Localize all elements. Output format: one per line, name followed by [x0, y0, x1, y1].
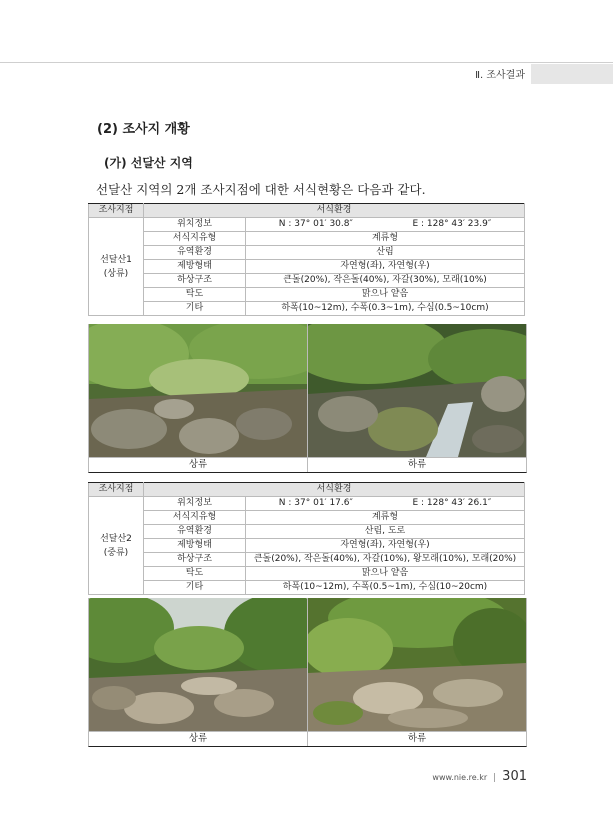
stream-photo-downstream — [307, 324, 526, 457]
stream-photo-downstream — [307, 598, 526, 731]
page-footer — [432, 769, 527, 784]
row-value: 계류형 — [246, 511, 525, 525]
header-rule — [0, 62, 613, 63]
photo-row-1 — [88, 324, 527, 457]
col-header-site: 조사지점 — [89, 204, 144, 218]
caption-row-2 — [88, 731, 527, 747]
site-name: 선달산2 (중류) — [89, 497, 144, 595]
row-label: 유역환경 — [144, 525, 246, 539]
row-value: 하폭(10~12m), 수폭(0.3~1m), 수심(0.5~10cm) — [246, 302, 525, 316]
footer-separator: | — [493, 773, 497, 783]
row-value: 계류형 — [246, 232, 525, 246]
photo-caption: 상류 — [188, 733, 208, 744]
location-value: N : 37° 01′ 17.6″ E : 128° 43′ 26.1″ — [246, 497, 525, 511]
row-value: 맑으나 얕음 — [246, 567, 525, 581]
site-url: www.nie.re.kr — [432, 773, 488, 782]
row-label: 기타 — [144, 302, 246, 316]
row-label: 탁도 — [144, 288, 246, 302]
caption-row-1 — [88, 457, 527, 473]
photo-caption: 하류 — [307, 732, 526, 746]
col-header-env: 서식환경 — [144, 204, 525, 218]
site-name: 선달산1 (상류) — [89, 218, 144, 316]
row-value: 하폭(10~12m), 수폭(0.5~1m), 수심(10~20cm) — [246, 581, 525, 595]
subsection-title: (가) 선달산 지역 — [104, 156, 193, 170]
stream-photo-upstream — [89, 598, 307, 731]
row-value: 자연형(좌), 자연형(우) — [246, 539, 525, 553]
row-value: 산림, 도로 — [246, 525, 525, 539]
page-number: 301 — [502, 769, 527, 784]
row-label: 탁도 — [144, 567, 246, 581]
row-label: 하상구조 — [144, 274, 246, 288]
photo-row-2 — [88, 598, 527, 731]
col-header-site: 조사지점 — [89, 483, 144, 497]
col-header-env: 서식환경 — [144, 483, 525, 497]
photo-caption: 하류 — [307, 458, 526, 472]
row-value: 큰돌(20%), 작은돌(40%), 자갈(30%), 모래(10%) — [246, 274, 525, 288]
row-label: 서식지유형 — [144, 232, 246, 246]
row-value: 맑으나 얕음 — [246, 288, 525, 302]
section-title: (2) 조사지 개황 — [97, 122, 190, 137]
row-label: 위치정보 — [144, 497, 246, 511]
row-label: 제방형태 — [144, 539, 246, 553]
row-value: 큰돌(20%), 작은돌(40%), 자갈(10%), 왕모래(10%), 모래(20%) — [246, 553, 525, 567]
row-label: 서식지유형 — [144, 511, 246, 525]
row-label: 제방형태 — [144, 260, 246, 274]
location-value: N : 37° 01′ 30.8″ E : 128° 43′ 23.9″ — [246, 218, 525, 232]
site-table-2 — [88, 482, 525, 595]
row-label: 기타 — [144, 581, 246, 595]
site-table-1 — [88, 203, 525, 316]
row-label: 하상구조 — [144, 553, 246, 567]
row-value: 산림 — [246, 246, 525, 260]
photo-caption: 상류 — [188, 459, 208, 470]
row-label: 위치정보 — [144, 218, 246, 232]
chapter-label: Ⅱ. 조사결과 — [475, 70, 525, 81]
stream-photo-upstream — [89, 324, 307, 457]
row-value: 자연형(좌), 자연형(우) — [246, 260, 525, 274]
chapter-tab — [531, 64, 613, 84]
row-label: 유역환경 — [144, 246, 246, 260]
intro-text: 선달산 지역의 2개 조사지점에 대한 서식현황은 다음과 같다. — [96, 182, 426, 197]
